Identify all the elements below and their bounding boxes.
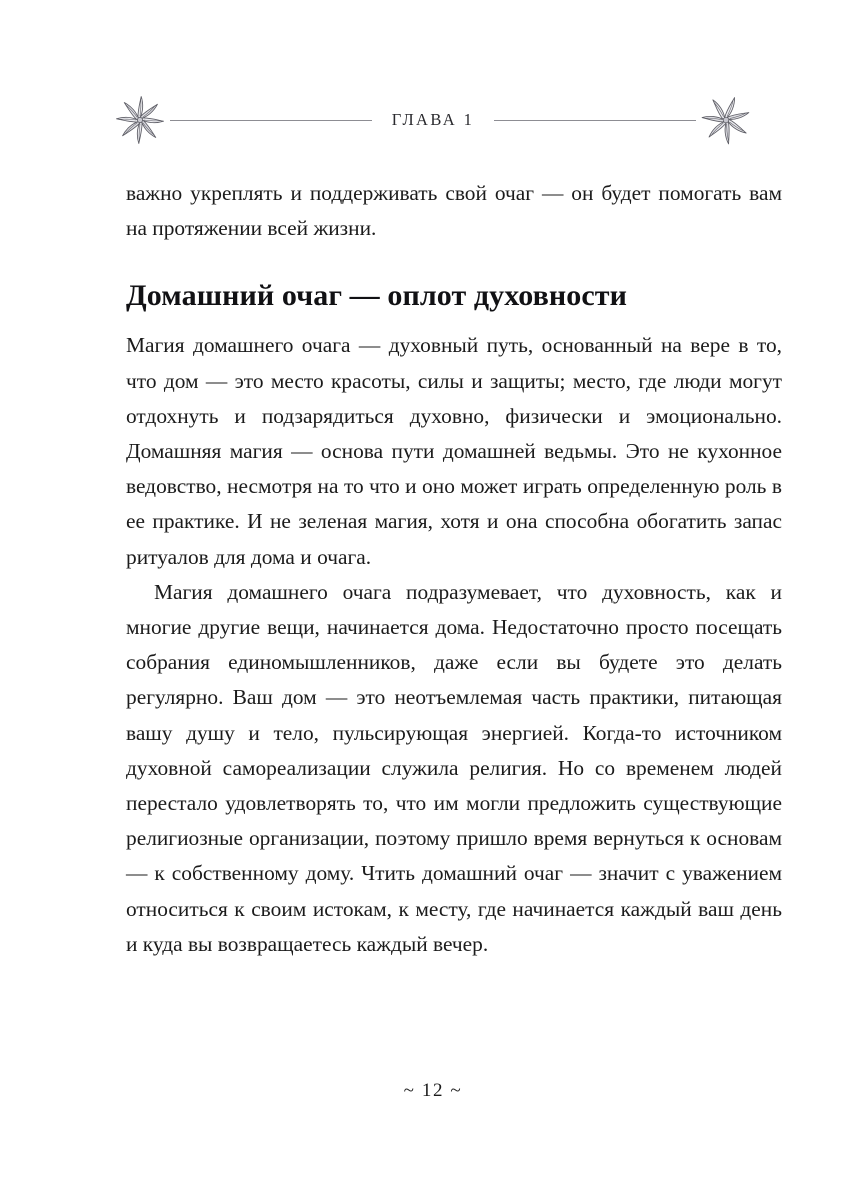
running-head [112,88,754,152]
page-folio: ~ 12 ~ [403,1080,463,1101]
body-paragraph: Магия домашнего очага — духовный путь, основанный на вере в то, что дом — это место красоты, силы и защиты; место, где люди могут отдохнуть и подзарядиться духовно, физически и эмоционально. Домашняя магия — основа пути домашней ведьмы. Это не кухонное ведовство, несмотря на то что и оно может играть определенную роль в ее практике. И не зеленая магия, хотя и она способна обогатить запас ритуалов для дома и очага. [126,333,782,569]
star-anise-flower-ornament [698,92,754,148]
body-paragraph: Магия домашнего очага подразумевает, что духовность, как и многие другие вещи, начинается дома. Недостаточно просто посещать собрания единомышленников, даже если вы будете это делать регулярно. Ваш дом — это неотъемлемая часть практики, питающая вашу душу и тело, пульсирующая энергией. Когда-то источником духовной самореализации служила религия. Но со временем людей перестало удовлетворять то, что им могли предложить существующие религиозные организации, поэтому пришло время вернуться к основам — к собственному дому. Чтить домашний очаг — значит с уважением относиться к своим истокам, к месту, где начинается каждый ваш день и куда вы возвращаетесь каждый вечер. [126,579,782,956]
running-head-rule-left [170,120,372,121]
text-column [126,176,782,962]
running-head-rule-right [494,120,696,121]
section-heading: Домашний очаг — оплот духовности [126,279,628,313]
continuation-paragraph: важно укреплять и поддерживать свой очаг — он будет помогать вам на протяжении всей жизни. [126,181,782,241]
chapter-label: ГЛАВА 1 [391,109,475,129]
star-anise-flower-ornament [112,92,168,148]
